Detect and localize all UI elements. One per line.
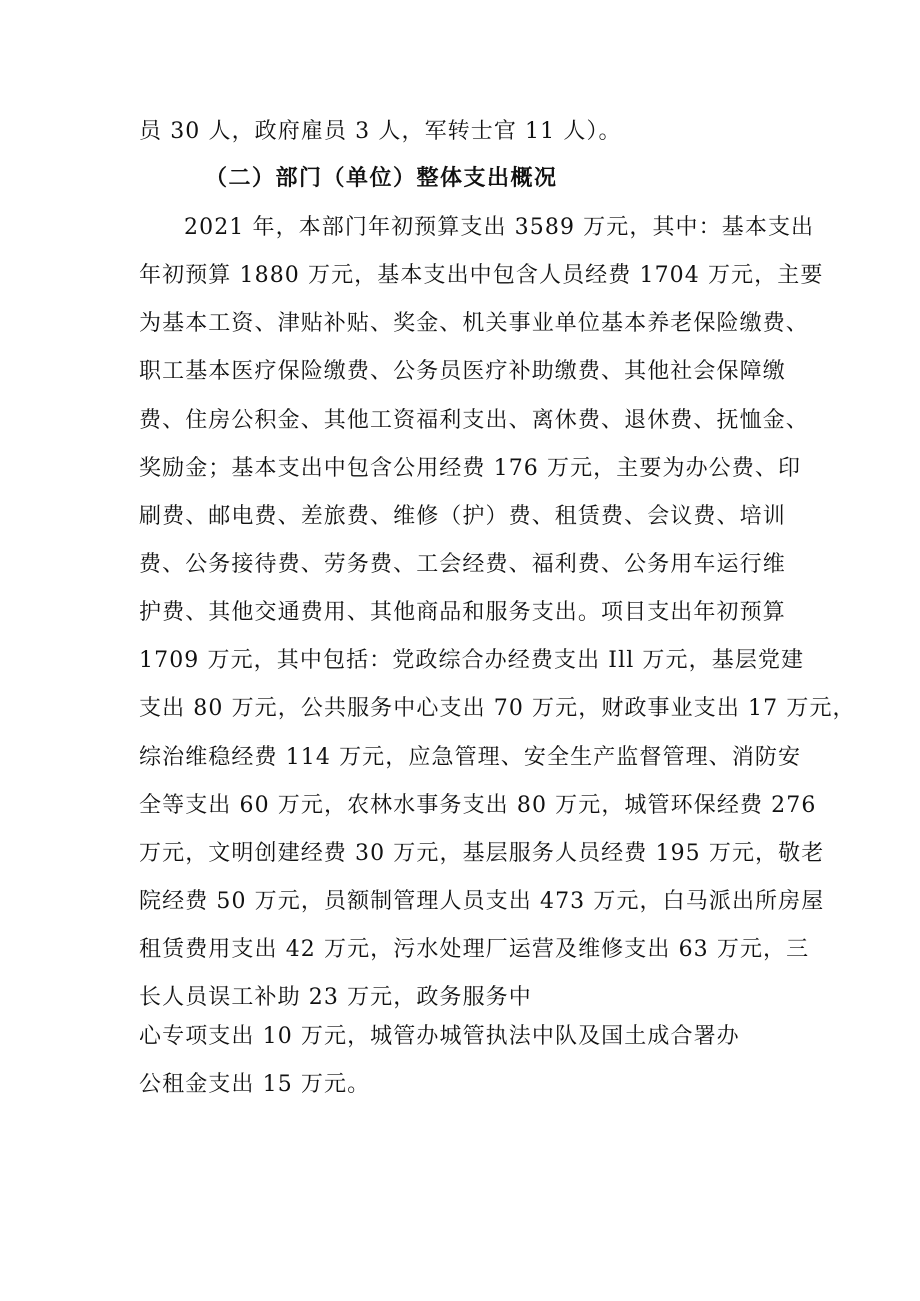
paragraph-line-17: 租赁费用支出 42 万元，污水处理厂运营及维修支出 63 万元，三 xyxy=(139,937,810,962)
paragraph-line-4: 为基本工资、津贴补贴、奖金、机关事业单位基本养老保险缴费、 xyxy=(139,311,809,336)
paragraph-line-20: 公租金支出 15 万元。 xyxy=(139,1072,371,1097)
paragraph-line-7: 奖励金；基本支出中包含公用经费 176 万元，主要为办公费、印 xyxy=(139,456,802,481)
paragraph-line-16: 院经费 50 万元，员额制管理人员支出 473 万元，白马派出所房屋 xyxy=(139,889,825,914)
paragraph-line-1: 员 30 人，政府雇员 3 人，军转士官 11 人）。 xyxy=(139,119,622,144)
paragraph-line-10: 护费、其他交通费用、其他商品和服务支出。项目支出年初预算 xyxy=(139,600,786,625)
paragraph-line-14: 全等支出 60 万元，农林水事务支出 80 万元，城管环保经费 276 xyxy=(139,793,817,818)
paragraph-line-15: 万元，文明创建经费 30 万元，基层服务人员经费 195 万元，敬老 xyxy=(139,841,825,866)
paragraph-line-9: 费、公务接待费、劳务费、工会经费、福利费、公务用车运行维 xyxy=(139,552,786,577)
paragraph-line-12: 支出 80 万元，公共服务中心支出 70 万元，财政事业支出 17 万元， xyxy=(139,696,856,721)
paragraph-line-5: 职工基本医疗保险缴费、公务员医疗补助缴费、其他社会保障缴 xyxy=(139,359,786,384)
paragraph-line-11: 1709 万元，其中包括：党政综合办经费支出 Ill 万元，基层党建 xyxy=(139,648,805,673)
paragraph-line-19: 心专项支出 10 万元，城管办城管执法中队及国土成合署办 xyxy=(139,1024,740,1049)
paragraph-line-6: 费、住房公积金、其他工资福利支出、离休费、退休费、抚恤金、 xyxy=(139,408,809,433)
paragraph-line-13: 综治维稳经费 114 万元，应急管理、安全生产监督管理、消防安 xyxy=(139,745,802,770)
paragraph-line-18: 长人员误工补助 23 万元，政务服务中 xyxy=(139,985,532,1010)
section-heading: （二）部门（单位）整体支出概况 xyxy=(205,165,558,191)
paragraph-line-8: 刷费、邮电费、差旅费、维修（护）费、租赁费、会议费、培训 xyxy=(139,504,786,529)
paragraph-line-3: 年初预算 1880 万元，基本支出中包含人员经费 1704 万元，主要 xyxy=(139,263,824,288)
paragraph-line-2: 2021 年，本部门年初预算支出 3589 万元，其中：基本支出 xyxy=(184,215,815,240)
